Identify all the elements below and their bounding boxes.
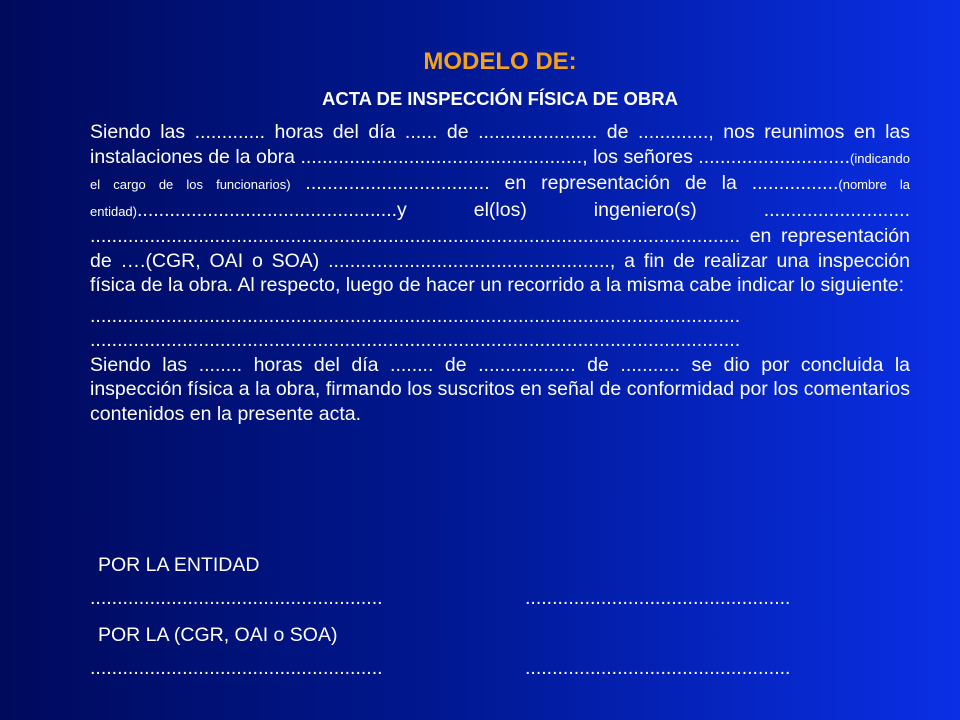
closing-text: Siendo las ........ horas del día ........ de .................. de ........... se dio por concluida la inspección física a la obra, firmando los suscritos en señal de conformidad por los comentarios contenidos en la presente acta. <box>90 353 910 425</box>
cgr-signature-block <box>90 623 910 680</box>
cgr-signature-lines <box>90 656 910 680</box>
entity-signature-line-right: ................................................. <box>525 587 791 609</box>
opening-text-3: ................................................y el(los) ingeniero(s) ........................... ........................................................................................................................ en representación de ….(CGR, OAI o SOA) ...................................................., a fin de realizar una inspección física de la obra. Al respecto, luego de hacer un recorrido a la misma cabe indicar lo siguiente: <box>90 198 910 296</box>
opening-paragraph <box>90 120 910 298</box>
opening-text-2: .................................. en representación de la ................ <box>290 172 839 194</box>
observation-line-1: ........................................................................................................................ <box>90 304 741 327</box>
page-title: MODELO DE: <box>423 48 577 75</box>
opening-text-1: Siendo las ............. horas del día ...... de ...................... de ............., nos reunimos en las instalaciones de la obra ...................................................., los señores ............................ <box>90 121 910 168</box>
cgr-signature-line-right: ................................................. <box>525 657 791 679</box>
entity-signature-lines <box>90 586 910 610</box>
cgr-signature-label: POR LA (CGR, OAI o SOA) <box>98 624 338 646</box>
document-body <box>90 120 910 426</box>
cgr-signature-line-left: ...................................................... <box>90 657 383 679</box>
note-officials-position: (indicando el cargo de los funcionarios) <box>90 150 910 192</box>
entity-signature-label: POR LA ENTIDAD <box>98 554 260 576</box>
observation-line-2: ........................................................................................................................ <box>90 329 741 351</box>
document-subtitle: ACTA DE INSPECCIÓN FÍSICA DE OBRA <box>322 88 678 109</box>
entity-signature-block <box>90 553 910 610</box>
observations-paragraph <box>90 304 910 427</box>
entity-signature-line-left: ...................................................... <box>90 587 383 609</box>
note-entity-name: (nombre la entidad) <box>90 177 911 219</box>
